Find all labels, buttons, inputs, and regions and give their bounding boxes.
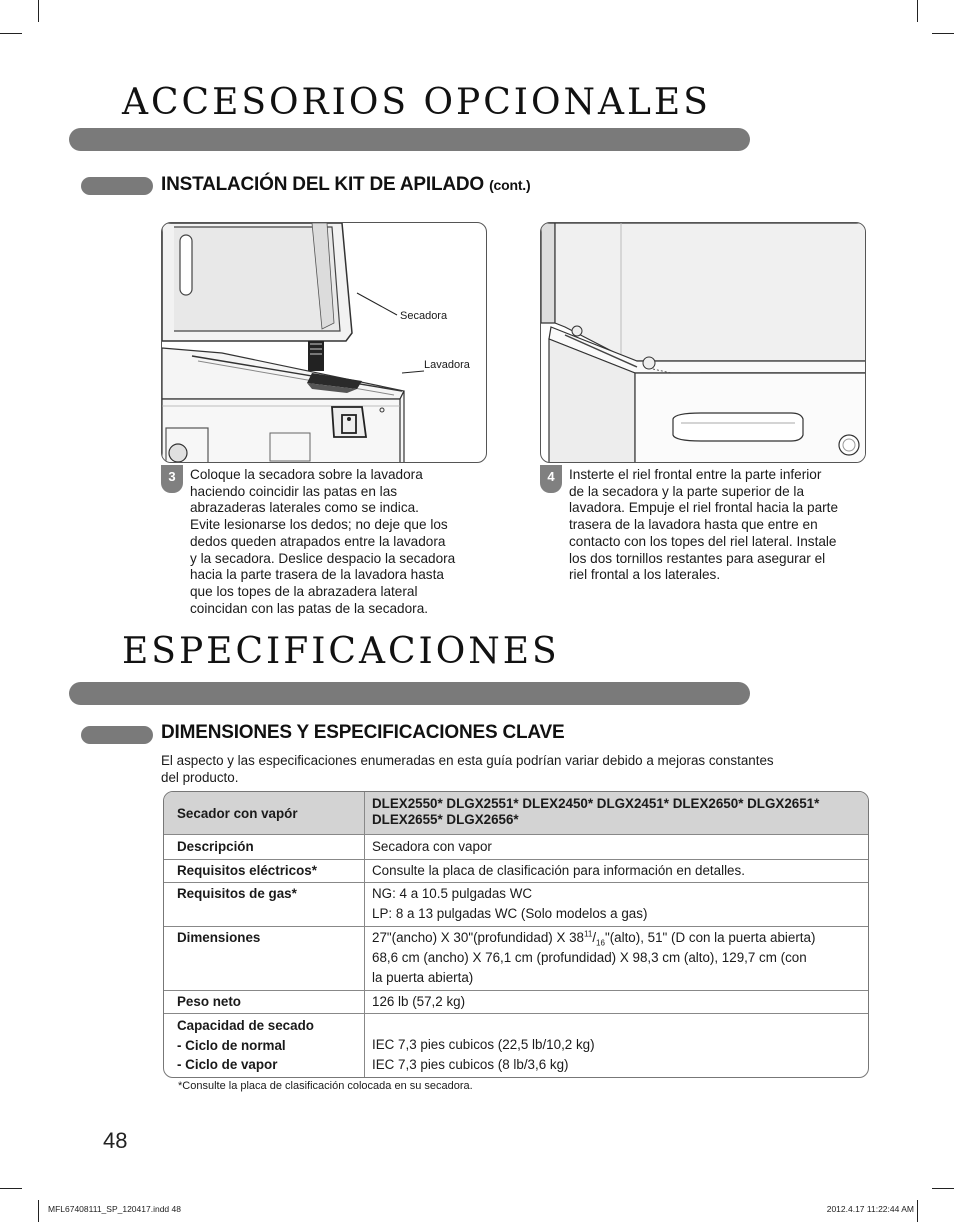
crop-mark [917, 1200, 918, 1222]
row-label: Dimensiones [177, 930, 261, 945]
row-label: Descripción [177, 839, 254, 854]
crop-mark [38, 1200, 39, 1222]
crop-mark [932, 1188, 954, 1189]
label-dryer: Secadora [400, 310, 448, 322]
row-value: 126 lb (57,2 kg) [372, 994, 466, 1009]
fraction-denominator: 16 [596, 938, 605, 948]
header-models [372, 796, 819, 828]
stacking-illustration-4 [541, 223, 866, 463]
capacity-label: Capacidad de secado [177, 1018, 314, 1033]
page-title-specs: ESPECIFICACIONES [122, 631, 560, 672]
crop-mark [917, 0, 918, 22]
slug-filename: MFL67408111_SP_120417.indd 48 [48, 1204, 181, 1214]
capacity-value: IEC 7,3 pies cubicos (8 lb/3,6 kg) [372, 1057, 569, 1072]
page-title-accessories: ACCESORIOS OPCIONALES [122, 82, 711, 123]
step-3-line: y la secadora. Deslice despacio la secadora [190, 550, 456, 566]
step-3-line: coincidan con las patas de la secadora. [190, 600, 429, 616]
step-4-text [569, 467, 838, 584]
dim-part: 27"(ancho) X 30"(profundidad) X 38 [372, 930, 584, 945]
row-value [372, 928, 815, 988]
section-title-dimensions: DIMENSIONES Y ESPECIFICACIONES CLAVE [161, 722, 565, 743]
intro-line: del producto. [161, 770, 239, 785]
intro-line: El aspecto y las especificaciones enumeradas en esta guía podrían variar debido a mejoras constantes [161, 753, 774, 768]
step-3-line: haciendo coincidir las patas en las [190, 483, 398, 499]
section-title-stacking-kit [161, 174, 530, 196]
step-3-line: Evite lesionarse los dedos; no deje que los [190, 517, 448, 533]
table-row [164, 834, 868, 859]
row-value: Secadora con vapor [372, 839, 492, 854]
step-3-text [190, 467, 455, 617]
step-3-line: dedos queden atrapados entre la lavadora [190, 533, 446, 549]
capacity-label: - Ciclo de normal [177, 1037, 286, 1053]
crop-mark [932, 33, 954, 34]
step-3-line: Coloque la secadora sobre la lavadora [190, 467, 423, 482]
row-label: Requisitos de gas* [177, 886, 297, 901]
table-row [164, 1013, 868, 1078]
table-row [164, 882, 868, 926]
step-4-line: los dos tornillos restantes para asegurar el [569, 550, 826, 566]
header-label: Secador con vapór [177, 806, 298, 821]
step-4-line: de la secadora y la parte superior de la [569, 483, 805, 499]
gas-line: LP: 8 a 13 pulgadas WC (Solo modelos a gas) [372, 906, 648, 921]
section-pill [81, 726, 153, 744]
step-number-4: 4 [540, 465, 562, 493]
row-value [372, 1035, 595, 1075]
table-header-row [164, 792, 868, 834]
step-4-line: riel frontal a los laterales. [569, 567, 721, 583]
table-row [164, 859, 868, 882]
spec-table [163, 791, 869, 1078]
header-models-line: DLEX2655* DLGX2656* [372, 812, 519, 827]
title-bar [69, 682, 750, 705]
figure-step-4 [540, 222, 866, 463]
title-bar [69, 128, 750, 151]
row-value: Consulte la placa de clasificación para información en detalles. [372, 863, 745, 878]
crop-mark [0, 33, 22, 34]
crop-mark [38, 0, 39, 22]
row-label: Peso neto [177, 994, 241, 1009]
column-divider [364, 792, 365, 1077]
slug-timestamp: 2012.4.17 11:22:44 AM [826, 1204, 914, 1214]
step-4-line: contacto con los topes del riel lateral. Instale [569, 533, 837, 549]
dim-line: 68,6 cm (ancho) X 76,1 cm (profundidad) X 98,3 cm (alto), 129,7 cm (con [372, 950, 807, 965]
fraction-numerator: 11 [584, 929, 593, 939]
header-models-line: DLEX2550* DLGX2551* DLEX2450* DLGX2451* DLEX2650* DLGX2651* [372, 796, 820, 811]
table-row [164, 926, 868, 990]
label-washer: Lavadora [424, 359, 470, 371]
table-row [164, 990, 868, 1013]
section-title-suffix: (cont.) [489, 177, 531, 193]
page-number: 48 [103, 1128, 128, 1153]
step-4-line: lavadora. Empuje el riel frontal hacia la parte [569, 500, 839, 516]
figure-step-3 [161, 222, 487, 463]
row-label: Requisitos eléctricos* [177, 863, 317, 878]
dim-line [372, 928, 815, 948]
crop-mark [0, 1188, 22, 1189]
capacity-label: - Ciclo de vapor [177, 1057, 278, 1073]
capacity-value: IEC 7,3 pies cubicos (22,5 lb/10,2 kg) [372, 1037, 595, 1052]
gas-line: NG: 4 a 10.5 pulgadas WC [372, 886, 533, 901]
step-3-line: abrazaderas laterales como se indica. [190, 500, 419, 516]
dim-part: "(alto), 51" (D con la puerta abierta) [604, 930, 816, 945]
row-value [372, 884, 647, 924]
step-number-3: 3 [161, 465, 183, 493]
stacking-illustration-3 [162, 223, 487, 463]
step-3-line: que los topes de la abrazadera lateral [190, 583, 418, 599]
step-4-line: trasera de la lavadora hasta que entre en [569, 517, 818, 533]
step-4-line: Insterte el riel frontal entre la parte inferior [569, 467, 822, 482]
dim-line: la puerta abierta) [372, 970, 474, 985]
row-label [177, 1016, 314, 1075]
fraction-separator: / [592, 930, 597, 945]
section-pill [81, 177, 153, 195]
footnote: *Consulte la placa de clasificación colocada en su secadora. [178, 1080, 473, 1092]
section-title-text: INSTALACIÓN DEL KIT DE APILADO [161, 174, 484, 195]
specs-intro [161, 752, 851, 786]
step-3-line: hacia la parte trasera de la lavadora hasta [190, 567, 444, 583]
